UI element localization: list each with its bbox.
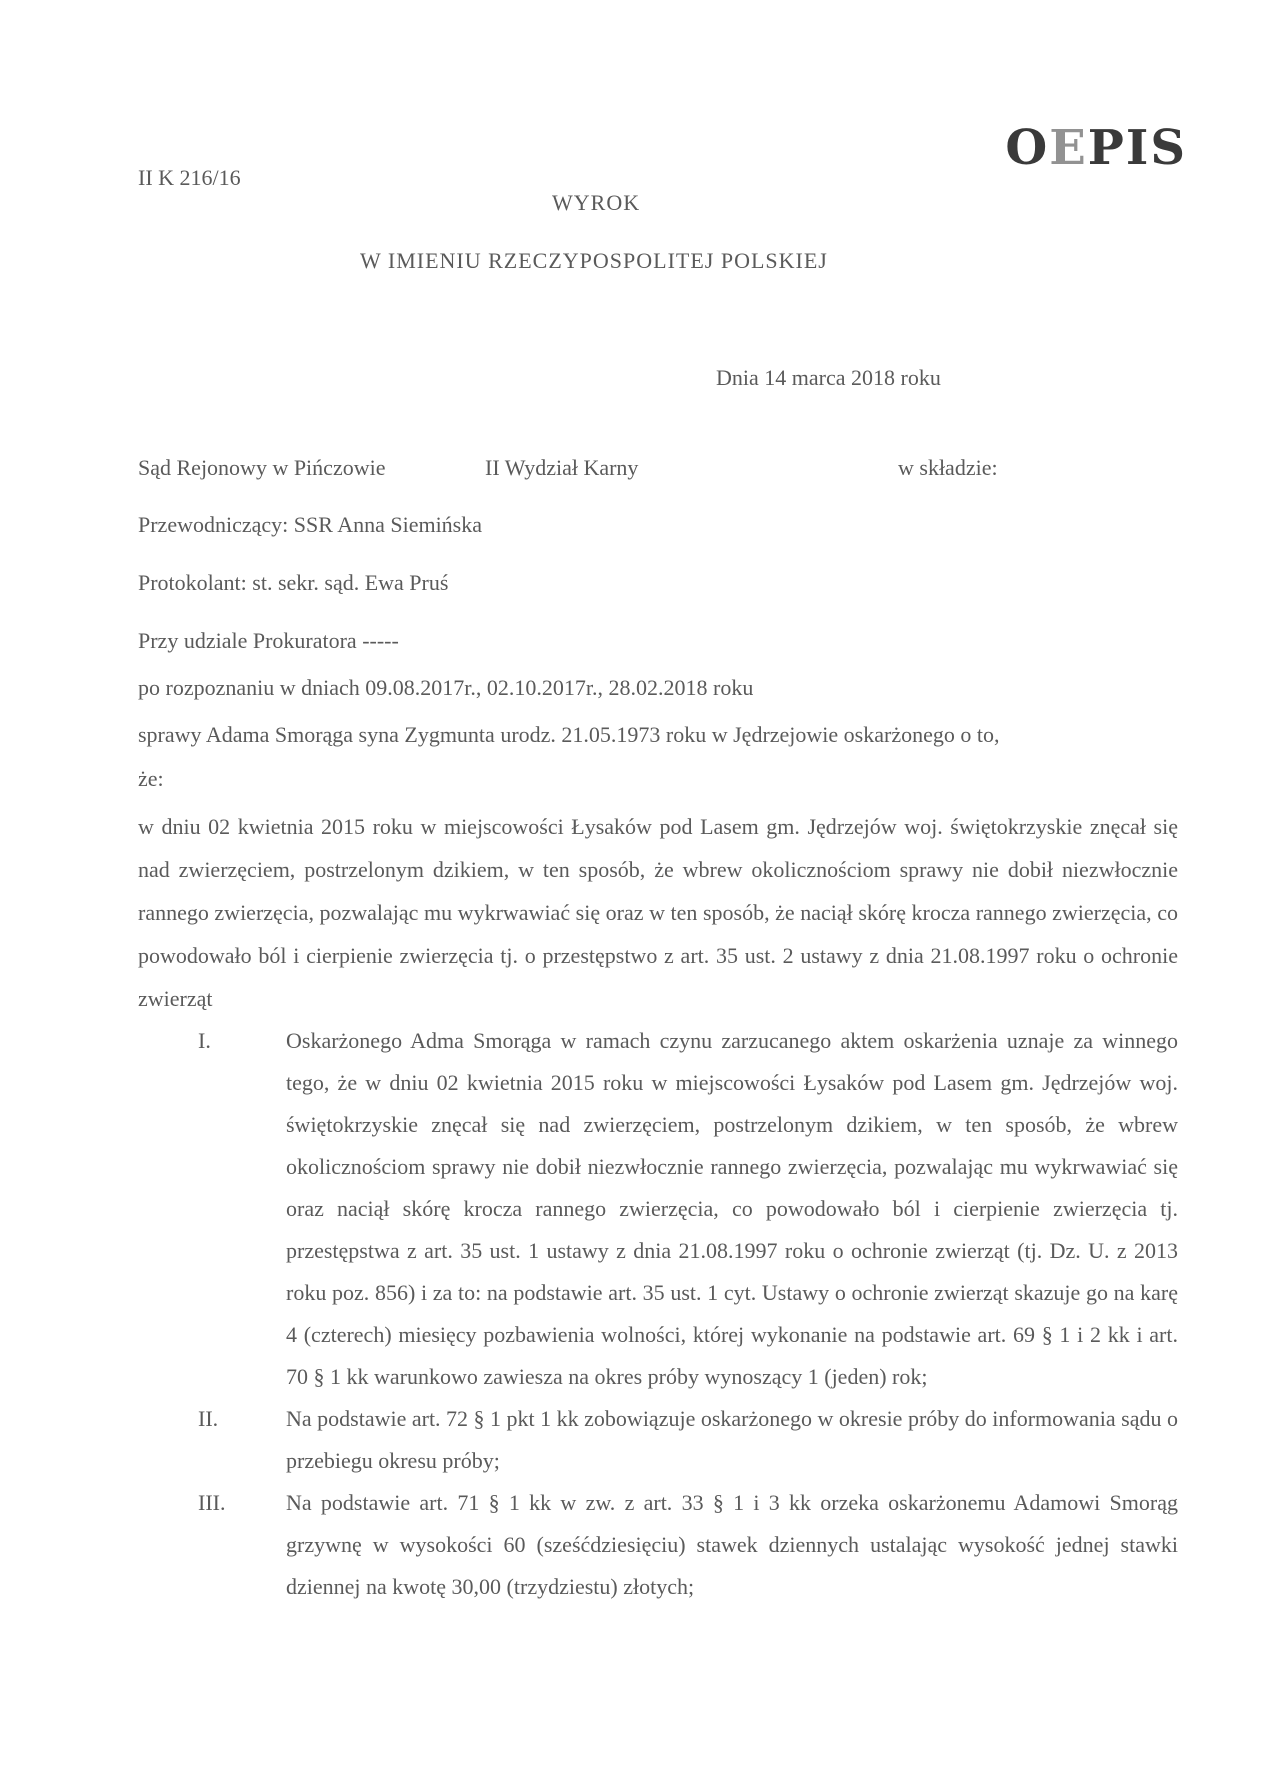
case-of-defendant: sprawy Adama Smorąga syna Zygmunta urodz. 21.05.1973 roku w Jędrzejowie oskarżonego o to, — [138, 722, 1000, 747]
verdict-number: II. — [198, 1406, 219, 1431]
copy-stamp — [1005, 120, 1187, 176]
judgment-date: Dnia 14 marca 2018 roku — [716, 365, 941, 390]
verdict-text: Oskarżonego Adma Smorąga w ramach czynu zarzucanego aktem oskarżenia uznaje za winnego tego, że w dniu 02 kwietnia 2015 roku w miejscowości Łysaków pod Lasem gm. Jędrzejów woj. świętokrzyskie znęcał się nad zwierzęciem, postrzelonym dzikiem, w ten sposób, że wbrew okolicznościom sprawy nie dobił niezwłocznie rannego zwierzęcia, pozwalając mu wykrwawiać się oraz naciął skórę krocza rannego zwierzęcia, co powodowało ból i cierpienie zwierzęcia tj. przestępstwa z art. 35 ust. 1 ustawy z dnia 21.08.1997 roku o ochronie zwierząt (tj. Dz. U. z 2013 roku poz. 856) i za to: na podstawie art. 35 ust. 1 cyt. Ustawy o ochronie zwierząt skazuje go na karę 4 (czterech) miesięcy pozbawienia wolności, której wykonanie na podstawie art. 69 § 1 i 2 kk i art. 70 § 1 kk warunkowo zawiesza na okres próby wynoszący 1 (jeden) rok; — [286, 1028, 1178, 1389]
document-title: WYROK — [552, 190, 641, 215]
verdict-text: Na podstawie art. 72 § 1 pkt 1 kk zobowiązuje oskarżonego w okresie próby do informowania sądu o przebiegu okresu próby; — [286, 1406, 1178, 1473]
court-clerk: Protokolant: st. sekr. sąd. Ewa Pruś — [138, 570, 449, 595]
stamp-letters-pis: PIS — [1087, 120, 1187, 176]
charge-paragraph: w dniu 02 kwietnia 2015 roku w miejscowości Łysaków pod Lasem gm. Jędrzejów woj. świętokrzyskie znęcał się nad zwierzęciem, postrzelonym dzikiem, w ten sposób, że wbrew okolicznościom sprawy nie dobił niezwłocznie rannego zwierzęcia, pozwalając mu wykrwawiać się oraz w ten sposób, że naciął skórę krocza rannego zwierzęcia, co powodowało ból i cierpienie zwierzęcia tj. o przestępstwo z art. 35 ust. 2 ustawy z dnia 21.08.1997 roku o ochronie zwierząt — [138, 814, 1178, 1011]
document-subtitle: W IMIENIU RZECZYPOSPOLITEJ POLSKIEJ — [360, 248, 828, 273]
hearing-dates: po rozpoznaniu w dniach 09.08.2017r., 02.10.2017r., 28.02.2018 roku — [138, 675, 754, 700]
charge-intro: że: — [138, 766, 164, 791]
verdict-text: Na podstawie art. 71 § 1 kk w zw. z art. 33 § 1 i 3 kk orzeka oskarżonemu Adamowi Smorąg grzywnę w wysokości 60 (sześćdziesięciu) stawek dziennych ustalając wysokość jednej stawki dziennej na kwotę 30,00 (trzydziestu) złotych; — [286, 1490, 1178, 1599]
court-name: Sąd Rejonowy w Pińczowie — [138, 455, 386, 480]
verdict-item-1 — [138, 1020, 1178, 1398]
stamp-letter-o: O — [1005, 120, 1050, 176]
court-division: II Wydział Karny — [485, 455, 639, 480]
verdict-item-3 — [138, 1482, 1178, 1608]
prosecutor-line: Przy udziale Prokuratora ----- — [138, 628, 399, 653]
verdict-number: III. — [198, 1490, 226, 1515]
verdict-list — [138, 1020, 1178, 1608]
composition-label: w składzie: — [898, 455, 998, 480]
stamp-letter-e: E — [1049, 120, 1088, 176]
case-number: II K 216/16 — [138, 165, 241, 190]
verdict-number: I. — [198, 1028, 211, 1053]
presiding-judge: Przewodniczący: SSR Anna Siemińska — [138, 512, 483, 537]
verdict-item-2 — [138, 1398, 1178, 1482]
